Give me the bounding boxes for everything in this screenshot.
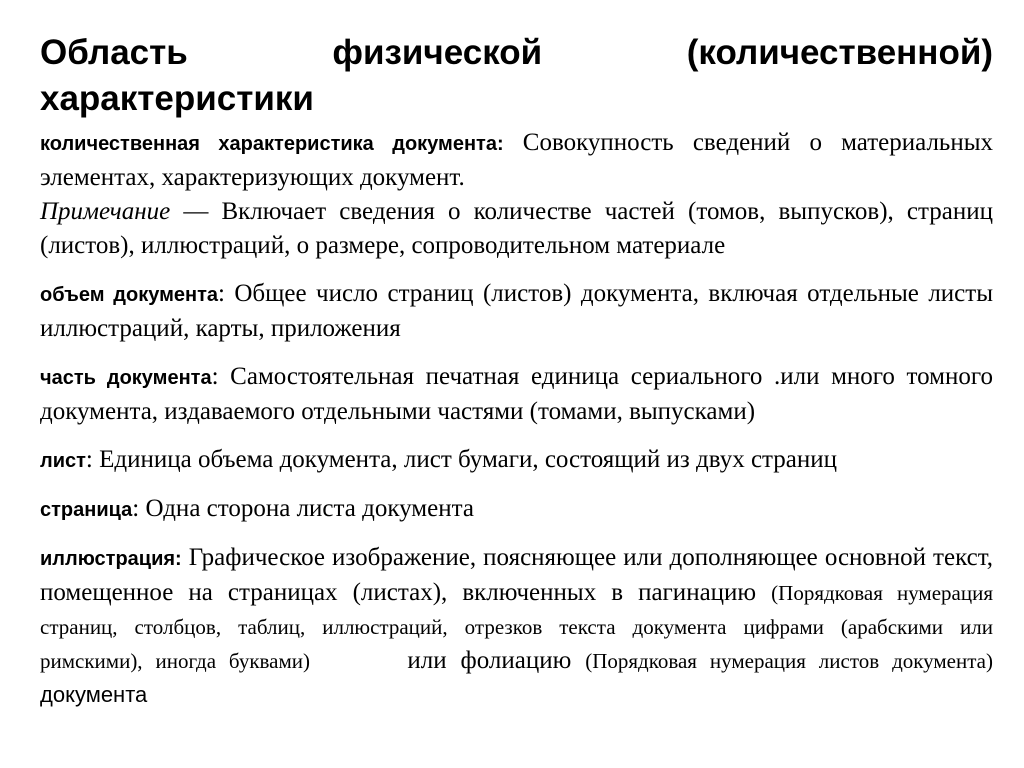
page-title	[40, 30, 993, 122]
title-line-1	[40, 30, 993, 76]
text-volume: : Общее число страниц (листов) документа, включая отдельные листы иллюстраций, карты, приложения	[40, 280, 993, 342]
definition-quantitative	[40, 126, 993, 263]
title-word-3: (количественной)	[686, 33, 993, 72]
term-quantitative: количественная характеристика документа:	[40, 133, 504, 155]
term-sheet: лист	[40, 450, 86, 472]
text-quantitative: Совокупность сведений о материальных элементах, характеризующих документ.	[40, 129, 993, 191]
pagination-note: (Порядковая нумерация страниц, столбцов, таблиц, иллюстраций, отрезков текста документа цифрами (арабскими или римскими), иногда буквами)	[40, 581, 993, 673]
note-label: Примечание	[40, 198, 171, 225]
definition-illustration	[40, 541, 993, 712]
illustration-tail: документа	[40, 682, 148, 707]
title-word-1: Область	[40, 33, 188, 72]
text-illustration: Графическое изображение, поясняющее или дополняющее основной текст, помещенное на страницах (листах), включенных в пагинацию	[40, 544, 993, 606]
note-text: — Включает сведения о количестве частей (томов, выпусков), страниц (листов), иллюстраций, о размере, сопроводительном материале	[40, 198, 993, 259]
term-page: страница	[40, 499, 133, 521]
definition-volume	[40, 277, 993, 346]
slide	[40, 30, 993, 712]
title-word-2: физической	[332, 33, 543, 72]
title-line-2: характеристики	[40, 79, 314, 118]
definition-sheet	[40, 443, 993, 478]
text-page: : Одна сторона листа документа	[132, 495, 474, 522]
term-illustration: иллюстрация:	[40, 548, 182, 570]
definition-page	[40, 492, 993, 527]
term-volume: объем документа	[40, 284, 218, 306]
foliation-note: (Порядковая нумерация листов документа)	[585, 649, 993, 673]
text-part: : Самостоятельная печатная единица сериального .или много томного документа, издаваемого отдельными частями (томами, выпусками)	[40, 363, 994, 425]
or-foliation: или фолиацию	[407, 647, 572, 674]
term-part: часть документа	[40, 367, 212, 389]
definition-part	[40, 360, 993, 429]
text-sheet: : Единица объема документа, лист бумаги, состоящий из двух страниц	[85, 446, 838, 473]
